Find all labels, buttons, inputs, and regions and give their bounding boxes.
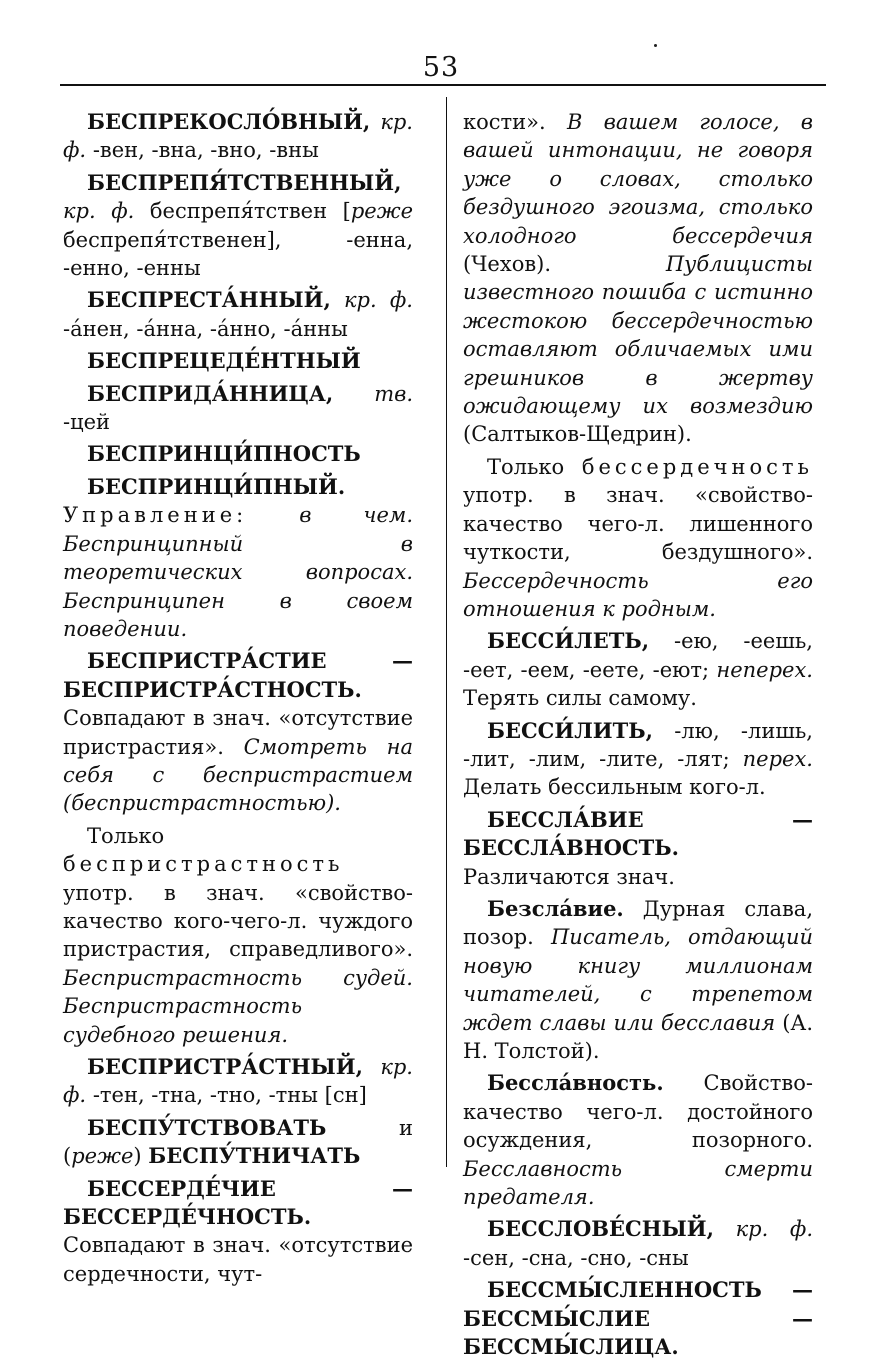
headword: БЕСПРИНЦИ́ПНЫЙ.: [87, 473, 346, 499]
example: Бесславность смерти предателя.: [463, 1156, 813, 1210]
dictionary-entry: [463, 453, 813, 623]
grammar-label: кр. ф.: [63, 199, 135, 224]
example: Писатель, отдающий новую книгу миллионам читателей, с трепетом ждет славы или бесславия: [463, 925, 813, 1035]
dictionary-entry: [463, 806, 813, 891]
grammar-label: кр. ф.: [735, 1217, 813, 1242]
source: (А. Н. Толстой).: [463, 1010, 813, 1063]
headword: БЕССИ́ЛИТЬ,: [487, 717, 653, 743]
dictionary-entry: [63, 473, 413, 643]
spaced-term: бессердечность: [581, 454, 813, 479]
government: в чем.: [299, 503, 413, 528]
definition: Дурная слава, позор.: [463, 896, 813, 950]
headword: БЕСПУ́ТНИЧАТЬ: [148, 1143, 361, 1169]
grammar-label: кр. ф.: [63, 1055, 413, 1108]
conjunction: и (: [63, 1115, 413, 1169]
grammar-label: кр. ф.: [63, 110, 413, 163]
paren-close: ): [133, 1144, 142, 1169]
inflection-forms: беспрепя́тствен [: [149, 199, 351, 224]
headword: БЕСПРИСТРА́СТИЕ — БЕСПРИСТРА́СТНОСТЬ.: [63, 648, 413, 702]
definition: употр. в знач. «свойство-качество чего-л. лишенного чуткости, бездушного».: [463, 483, 813, 565]
inflection-forms: -вен, -вна, -вно, -вны: [92, 138, 319, 163]
definition: Совпадают в знач. «отсутствие сердечности, чут-: [63, 1233, 413, 1286]
definition: употр. в знач. «свойство-качество кого-чего-л. чуждого пристрастия, справедливого».: [63, 880, 413, 962]
headword: БЕССИ́ЛЕТЬ,: [487, 628, 650, 654]
dictionary-entry: [63, 347, 413, 375]
dictionary-entry: [63, 1114, 413, 1171]
definition: Только: [487, 454, 565, 479]
inflection-forms: -а́нен, -а́нна, -а́нно, -а́нны: [63, 316, 348, 341]
definition: Совпадают в знач. «отсутствие пристрастия».: [63, 706, 413, 759]
dictionary-entry: [63, 108, 413, 165]
inflection-forms: -цей: [63, 410, 111, 435]
headword: БЕСПРИСТРА́СТНЫЙ,: [87, 1054, 363, 1079]
grammar-label: тв.: [374, 381, 413, 406]
example: Смотреть на себя с беспристрастием (беспристрастностью).: [63, 734, 413, 816]
subheadword: Бессла́вность.: [487, 1070, 664, 1096]
header-rule: [60, 84, 826, 86]
usage-label: Управление:: [63, 503, 248, 528]
right-column: [463, 108, 813, 1365]
dictionary-entry: [63, 1053, 413, 1110]
print-speck: [654, 44, 657, 47]
rare-label: реже: [71, 1144, 134, 1169]
headword: БЕССЛОВЕ́СНЫЙ,: [487, 1216, 714, 1242]
inflection-forms: -лю, -лишь, -лит, -лим, -лите, -лят;: [463, 718, 813, 771]
rare-label: реже: [350, 199, 413, 224]
headword: БЕССЛА́ВИЕ — БЕССЛА́ВНОСТЬ.: [463, 806, 813, 861]
inflection-forms: -сен, -сна, -сно, -сны: [463, 1245, 689, 1270]
left-column: [63, 108, 413, 1292]
inflection-forms: -тен, -тна, -тно, -тны [сн]: [92, 1083, 367, 1108]
headword: БЕСПРЕЦЕДЕ́НТНЫЙ: [87, 348, 361, 374]
grammar-label: кр. ф.: [344, 288, 413, 313]
dictionary-entry: [463, 1069, 813, 1211]
grammar-label: неперех.: [716, 657, 813, 682]
headword: БЕСПРЕКОСЛО́ВНЫЙ,: [87, 109, 371, 134]
definition: Свойство-качество чего-л. достойного осуждения, позорного.: [463, 1071, 813, 1153]
dictionary-entry: [63, 440, 413, 468]
example: Беспристрастность судей. Беспристрастность судебного решения.: [63, 965, 413, 1047]
example: Бессердечность его отношения к родным.: [463, 568, 813, 621]
headword: БЕССМЫ́СЛЕННОСТЬ — БЕССМЫ́СЛИЕ — БЕССМЫ́СЛИЦА.: [463, 1277, 813, 1360]
definition: Различаются знач.: [463, 864, 675, 889]
example: Публицисты известного пошиба с истинно жестокою бессердечностью оставляют обличаемых ими грешников в жертву ожидающему их возмездию: [463, 252, 813, 419]
headword: БЕСПУ́ТСТВОВАТЬ: [87, 1114, 327, 1140]
dictionary-entry: [463, 1276, 813, 1361]
dictionary-entry: [63, 822, 413, 1049]
definition: Только: [87, 823, 165, 848]
column-divider: [446, 97, 447, 1167]
inflection-forms: -ею, -еешь, -еет, -еем, -еете, -еют;: [463, 629, 813, 682]
dictionary-entry-continued: [463, 108, 813, 449]
source: (Салтыков-Щедрин).: [463, 422, 692, 447]
dictionary-entry: [463, 717, 813, 802]
subheadword: Безсла́вие.: [487, 895, 624, 921]
headword: БЕСПРЕПЯ́ТСТВЕННЫЙ,: [87, 169, 402, 195]
dictionary-entry: [63, 286, 413, 343]
source: (Чехов).: [463, 252, 552, 277]
definition: кости».: [463, 110, 546, 134]
page-number: 53: [422, 52, 460, 83]
grammar-label: перех.: [742, 746, 813, 771]
dictionary-entry: [463, 1215, 813, 1272]
dictionary-entry: [463, 895, 813, 1065]
example: Беспринципный в теоретических вопросах. Беспринципен в своем поведении.: [63, 531, 413, 641]
dictionary-entry: [63, 169, 413, 283]
definition: Терять силы самому.: [463, 686, 697, 711]
example: В вашем голосе, в вашей интонации, не говоря уже о словах, столько бездушного эгоизма, столько холодного бессердечия: [463, 110, 813, 248]
dictionary-entry: [63, 380, 413, 437]
headword: БЕСПРЕСТА́ННЫЙ,: [87, 287, 331, 313]
headword: БЕССЕРДЕ́ЧИЕ — БЕССЕРДЕ́ЧНОСТЬ.: [63, 1175, 413, 1230]
inflection-forms: беспрепя́тственен], -енна, -енно, -енны: [63, 227, 413, 281]
dictionary-entry: [63, 647, 413, 817]
spaced-term: беспристрастность: [63, 852, 344, 877]
headword: БЕСПРИДА́ННИЦА,: [87, 380, 334, 406]
definition: Делать бессильным кого-л.: [463, 775, 766, 800]
headword: БЕСПРИНЦИ́ПНОСТЬ: [87, 441, 361, 467]
dictionary-entry: [463, 627, 813, 712]
